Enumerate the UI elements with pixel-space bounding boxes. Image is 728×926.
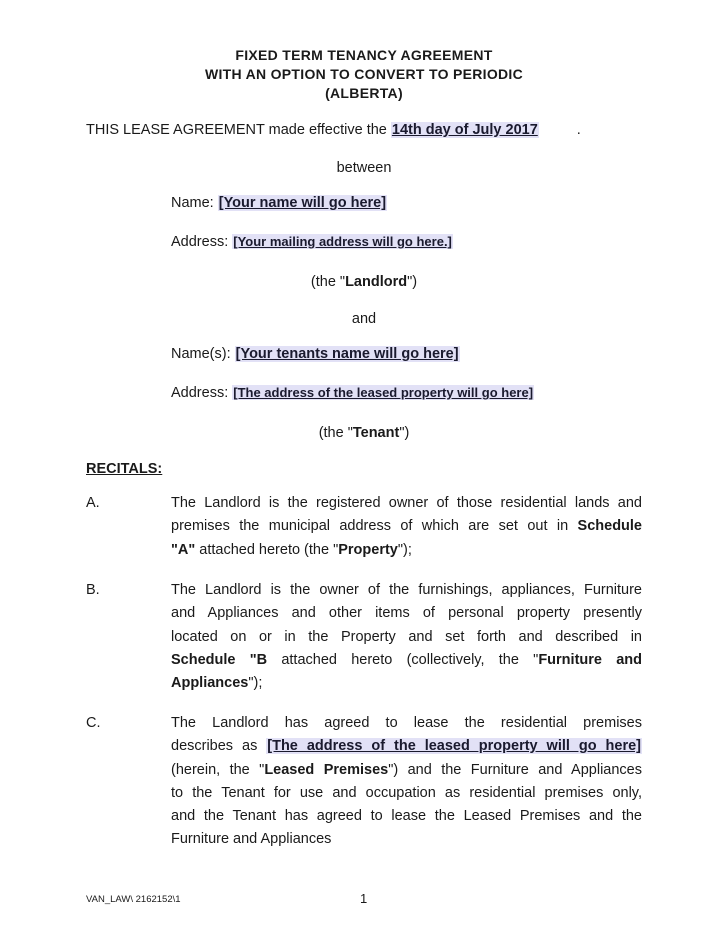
tenant-address-field[interactable]: [The address of the leased property will go here] [233, 385, 534, 400]
recital-a-letter: A. [86, 495, 100, 511]
schedule-b-label: Schedule "B [171, 651, 268, 668]
recital-a-line-3-end: "); [397, 541, 412, 558]
recital-b-line-2: and Appliances and other items of personal property presently [171, 605, 642, 622]
document-id: VAN_LAW\ 2162152\1 [86, 894, 181, 905]
recital-c-line-2 [171, 735, 642, 758]
schedule-a-label: Schedule [577, 518, 642, 535]
landlord-address-field[interactable]: [Your mailing address will go here.] [233, 234, 452, 249]
tenant-name-line [171, 345, 460, 363]
recital-c-line-3-end: ") and the Furniture and Appliances [388, 761, 642, 778]
page-number: 1 [360, 891, 368, 906]
recital-a-line-2-text: premises the municipal address of which are set out in [171, 518, 578, 535]
intro-line [86, 121, 581, 139]
recital-b-line-4-text: attached hereto (collectively, the " [267, 651, 539, 668]
leased-premises-term: Leased Premises [264, 761, 389, 778]
intro-suffix: . [576, 122, 581, 138]
recital-b-letter: B. [86, 582, 100, 598]
recital-c-line-3 [171, 759, 642, 782]
recital-c-line-2-text: describes as [171, 738, 267, 755]
recital-b-paragraph [171, 579, 642, 695]
landlord-role-name: Landlord [345, 274, 408, 290]
landlord-name-label: Name: [171, 195, 218, 211]
recital-c-paragraph [171, 712, 642, 852]
furniture-term: Furniture and [538, 651, 643, 668]
recital-a-paragraph [171, 492, 642, 562]
property-term: Property [338, 541, 398, 558]
recital-a-line-2 [171, 515, 642, 538]
recital-a-line-3 [171, 539, 642, 562]
recital-a-line-1: The Landlord is the registered owner of those residential lands and [171, 495, 642, 511]
and-text: and [351, 311, 377, 327]
landlord-name-line [171, 194, 387, 212]
recital-c-line-4: to the Tenant for use and occupation as residential premises only, [171, 784, 642, 801]
recital-c-letter: C. [86, 715, 101, 731]
landlord-role-suffix: ") [407, 274, 418, 290]
document-title [0, 46, 728, 103]
tenant-address-line [171, 384, 534, 402]
tenant-role-prefix: (the " [318, 425, 353, 441]
intro-prefix: THIS LEASE AGREEMENT made effective the [86, 122, 391, 138]
recital-b-line-5-end: "); [248, 675, 263, 692]
recital-b-line-4 [171, 649, 642, 672]
title-line-3: (ALBERTA) [325, 85, 403, 101]
between-text: between [336, 160, 392, 176]
tenant-role [0, 424, 728, 442]
landlord-address-line [171, 233, 453, 251]
landlord-address-label: Address: [171, 234, 233, 250]
recital-c-line-5: and the Tenant has agreed to lease the Leased Premises and the [171, 808, 642, 825]
recital-b-line-1: The Landlord is the owner of the furnishings, appliances, Furniture [171, 582, 642, 598]
recital-c-line-6: Furniture and Appliances [171, 831, 332, 848]
recital-b-line-3: located on or in the Property and set forth and described in [171, 628, 642, 645]
landlord-role-prefix: (the " [310, 274, 346, 290]
tenant-role-suffix: ") [399, 425, 410, 441]
schedule-a-quote: "A" [171, 541, 196, 558]
recital-b-line-5 [171, 672, 642, 695]
landlord-name-field[interactable]: [Your name will go here] [218, 195, 387, 211]
recital-c-line-1: The Landlord has agreed to lease the residential premises [171, 715, 642, 731]
appliances-term: Appliances [171, 675, 249, 692]
effective-date-field[interactable]: 14th day of July 2017 [391, 122, 538, 138]
tenant-name-field[interactable]: [Your tenants name will go here] [235, 346, 459, 362]
tenant-address-label: Address: [171, 385, 233, 401]
recitals-heading: RECITALS: [86, 461, 163, 477]
recital-a-line-3-text: attached hereto (the " [195, 541, 339, 558]
tenant-name-label: Name(s): [171, 346, 235, 362]
landlord-role [0, 273, 728, 291]
title-line-1: FIXED TERM TENANCY AGREEMENT [235, 47, 493, 63]
tenant-role-name: Tenant [352, 425, 400, 441]
recital-c-line-3-text: (herein, the " [171, 761, 265, 778]
leased-property-address-field[interactable]: [The address of the leased property will go here] [267, 738, 641, 755]
title-line-2: WITH AN OPTION TO CONVERT TO PERIODIC [204, 66, 524, 82]
